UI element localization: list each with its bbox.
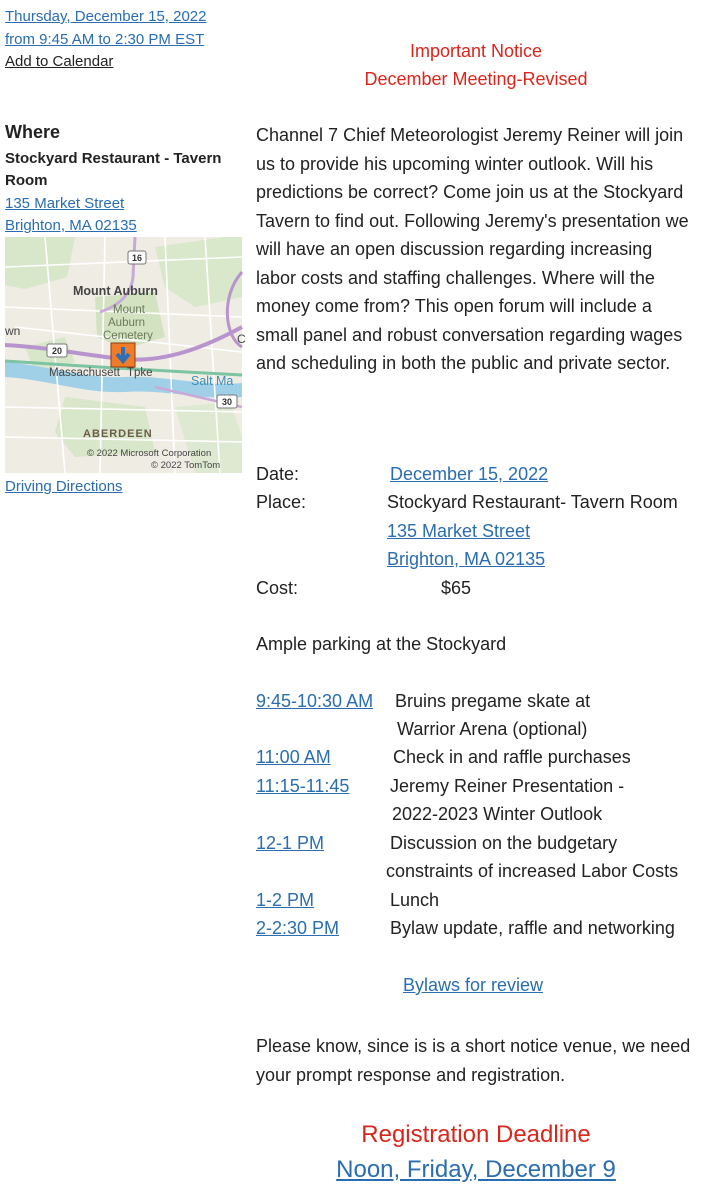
schedule-item-cont: Warrior Arena (optional) xyxy=(397,719,588,739)
svg-text:30: 30 xyxy=(221,397,233,407)
venue-name: Stockyard Restaurant - Tavern Room xyxy=(5,150,222,189)
cost-value: $65 xyxy=(441,578,472,598)
schedule-time[interactable]: 11:00 AM xyxy=(256,747,331,767)
add-to-calendar-link[interactable]: Add to Calendar xyxy=(5,53,114,70)
svg-text:Cemetery: Cemetery xyxy=(103,330,153,342)
schedule-item: Check in and raffle purchases xyxy=(393,747,631,767)
schedule-item: Discussion on the budgetary xyxy=(390,833,618,853)
svg-text:Massachusett: Massachusett xyxy=(49,367,120,379)
parking-note: Ample parking at the Stockyard xyxy=(256,634,507,654)
cutoff-text-fragment xyxy=(330,0,390,2)
schedule-item: Bruins pregame skate at xyxy=(395,691,591,711)
schedule-time[interactable]: 12-1 PM xyxy=(256,833,325,853)
event-description: Channel 7 Chief Meteorologist Jeremy Reiner will join us to provide his upcoming winter outlook. Will his predictions be correct? Come join us at the Stockyard Tavern to find out. Following Jeremy's presentation we will have an open discussion regarding increasing labor costs and staffing challenges. Where will the money come from? This open forum will include a small panel and robust conversation regarding wages and scheduling in both the public and private sector. xyxy=(256,125,689,373)
schedule-time[interactable]: 9:45-10:30 AM xyxy=(256,691,374,711)
schedule-item: Jeremy Reiner Presentation - xyxy=(390,776,625,796)
location-map[interactable] xyxy=(5,237,246,473)
cost-label: Cost: xyxy=(256,578,299,598)
date-value-link[interactable]: December 15, 2022 xyxy=(390,464,549,484)
registration-deadline-link[interactable]: Noon, Friday, December 9 xyxy=(336,1156,616,1183)
schedule-item-cont: constraints of increased Labor Costs xyxy=(386,861,679,881)
schedule-time[interactable]: 2-2:30 PM xyxy=(256,918,340,938)
meeting-revised-subtitle: December Meeting-Revised xyxy=(364,69,588,89)
place-street-link[interactable]: 135 Market Street xyxy=(387,521,531,541)
svg-text:Salt Ma: Salt Ma xyxy=(191,374,234,388)
svg-text:20: 20 xyxy=(51,346,63,356)
driving-directions-link[interactable]: Driving Directions xyxy=(5,478,123,495)
schedule-item: Bylaw update, raffle and networking xyxy=(390,918,675,938)
svg-text:wn: wn xyxy=(5,324,21,338)
place-label: Place: xyxy=(256,492,307,512)
closing-note: Please know, since is is a short notice venue, we need your prompt response and registration. xyxy=(256,1036,691,1085)
svg-text:© 2022 Microsoft Corporation: © 2022 Microsoft Corporation xyxy=(87,448,212,459)
svg-text:© 2022 TomTom: © 2022 TomTom xyxy=(151,460,221,471)
bylaws-link[interactable]: Bylaws for review xyxy=(403,975,544,995)
schedule-item-cont: 2022-2023 Winter Outlook xyxy=(392,804,603,824)
svg-text:ABERDEEN: ABERDEEN xyxy=(83,428,153,440)
svg-text:16: 16 xyxy=(131,253,143,263)
schedule-time[interactable]: 1-2 PM xyxy=(256,890,315,910)
svg-text:Mount Auburn: Mount Auburn xyxy=(73,284,158,298)
svg-text:Mount: Mount xyxy=(113,304,145,316)
registration-deadline-title: Registration Deadline xyxy=(361,1121,591,1148)
svg-text:Tpke: Tpke xyxy=(127,367,153,379)
place-city-link[interactable]: Brighton, MA 02135 xyxy=(387,549,546,569)
schedule-item: Lunch xyxy=(390,890,440,910)
where-heading: Where xyxy=(5,122,61,142)
svg-text:Auburn: Auburn xyxy=(108,317,146,329)
venue-street-link[interactable]: 135 Market Street xyxy=(5,195,125,212)
schedule-time[interactable]: 11:15-11:45 xyxy=(256,776,350,796)
svg-text:C: C xyxy=(237,332,246,346)
important-notice-title: Important Notice xyxy=(409,41,543,61)
event-time-link[interactable]: from 9:45 AM to 2:30 PM EST xyxy=(5,31,205,48)
event-date-link[interactable]: Thursday, December 15, 2022 xyxy=(5,8,207,25)
date-label: Date: xyxy=(256,464,300,484)
venue-city-link[interactable]: Brighton, MA 02135 xyxy=(5,217,137,234)
place-name: Stockyard Restaurant- Tavern Room xyxy=(387,492,678,512)
